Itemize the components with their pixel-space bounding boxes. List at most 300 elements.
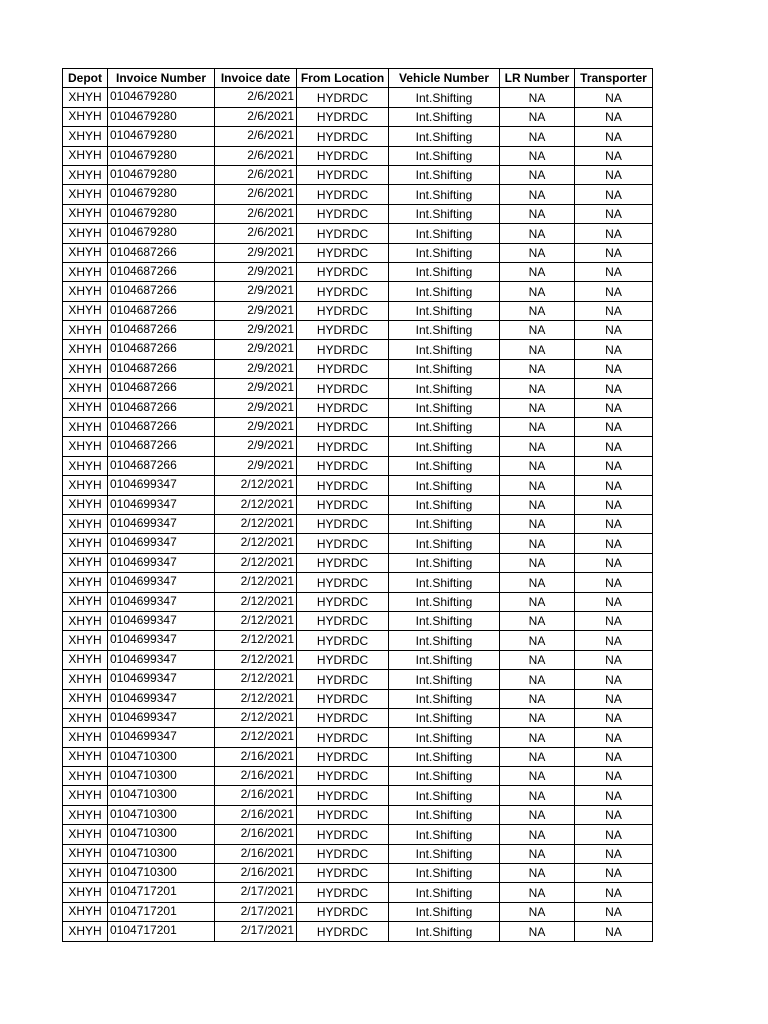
table-row [63,534,653,553]
lr-number-cell: NA [500,456,575,475]
invoice-number-cell: 0104687266 [108,418,215,437]
invoice-date-cell: 2/12/2021 [215,514,297,533]
lr-number-cell: NA [500,902,575,921]
invoice-date-cell: 2/9/2021 [215,379,297,398]
invoice-number-cell: 0104699347 [108,689,215,708]
col-header-lr-number: LR Number [500,69,575,88]
invoice-number-cell: 0104699347 [108,592,215,611]
vehicle-number-cell: Int.Shifting [389,805,500,824]
transporter-cell: NA [575,728,653,747]
from-location-cell: HYDRDC [297,321,389,340]
invoice-number-cell: 0104699347 [108,514,215,533]
transporter-cell: NA [575,243,653,262]
lr-number-cell: NA [500,282,575,301]
from-location-cell: HYDRDC [297,359,389,378]
vehicle-number-cell: Int.Shifting [389,728,500,747]
depot-cell: XHYH [63,611,108,630]
from-location-cell: HYDRDC [297,418,389,437]
from-location-cell: HYDRDC [297,204,389,223]
lr-number-cell: NA [500,767,575,786]
vehicle-number-cell: Int.Shifting [389,224,500,243]
invoice-date-cell: 2/12/2021 [215,631,297,650]
depot-cell: XHYH [63,573,108,592]
from-location-cell: HYDRDC [297,534,389,553]
table-row [63,185,653,204]
depot-cell: XHYH [63,495,108,514]
invoice-number-cell: 0104679280 [108,185,215,204]
transporter-cell: NA [575,301,653,320]
col-header-from-location: From Location [297,69,389,88]
invoice-number-cell: 0104679280 [108,127,215,146]
depot-cell: XHYH [63,825,108,844]
invoice-date-cell: 2/9/2021 [215,456,297,475]
depot-cell: XHYH [63,107,108,126]
transporter-cell: NA [575,88,653,107]
depot-cell: XHYH [63,864,108,883]
lr-number-cell: NA [500,243,575,262]
depot-cell: XHYH [63,418,108,437]
invoice-date-cell: 2/9/2021 [215,262,297,281]
vehicle-number-cell: Int.Shifting [389,359,500,378]
transporter-cell: NA [575,825,653,844]
depot-cell: XHYH [63,224,108,243]
transporter-cell: NA [575,883,653,902]
lr-number-cell: NA [500,747,575,766]
invoice-number-cell: 0104687266 [108,398,215,417]
vehicle-number-cell: Int.Shifting [389,747,500,766]
transporter-cell: NA [575,476,653,495]
depot-cell: XHYH [63,747,108,766]
invoice-number-cell: 0104699347 [108,534,215,553]
invoice-number-cell: 0104710300 [108,825,215,844]
invoice-number-cell: 0104687266 [108,437,215,456]
vehicle-number-cell: Int.Shifting [389,456,500,475]
invoice-date-cell: 2/16/2021 [215,747,297,766]
from-location-cell: HYDRDC [297,902,389,921]
vehicle-number-cell: Int.Shifting [389,708,500,727]
vehicle-number-cell: Int.Shifting [389,107,500,126]
invoice-date-cell: 2/9/2021 [215,398,297,417]
vehicle-number-cell: Int.Shifting [389,786,500,805]
transporter-cell: NA [575,359,653,378]
table-row [63,825,653,844]
lr-number-cell: NA [500,204,575,223]
table-row [63,864,653,883]
transporter-cell: NA [575,689,653,708]
lr-number-cell: NA [500,708,575,727]
table-row [63,340,653,359]
table-row [63,922,653,941]
invoice-date-cell: 2/16/2021 [215,844,297,863]
invoice-number-cell: 0104687266 [108,379,215,398]
from-location-cell: HYDRDC [297,146,389,165]
invoice-date-cell: 2/17/2021 [215,922,297,941]
invoice-date-cell: 2/9/2021 [215,340,297,359]
table-row [63,902,653,921]
col-header-invoice-date: Invoice date [215,69,297,88]
table-row [63,805,653,824]
lr-number-cell: NA [500,553,575,572]
table-row [63,379,653,398]
invoice-date-cell: 2/6/2021 [215,107,297,126]
transporter-cell: NA [575,844,653,863]
transporter-cell: NA [575,185,653,204]
vehicle-number-cell: Int.Shifting [389,631,500,650]
transporter-cell: NA [575,631,653,650]
vehicle-number-cell: Int.Shifting [389,185,500,204]
depot-cell: XHYH [63,204,108,223]
from-location-cell: HYDRDC [297,456,389,475]
invoice-number-cell: 0104710300 [108,786,215,805]
transporter-cell: NA [575,204,653,223]
lr-number-cell: NA [500,670,575,689]
lr-number-cell: NA [500,107,575,126]
from-location-cell: HYDRDC [297,573,389,592]
invoice-date-cell: 2/12/2021 [215,611,297,630]
invoice-date-cell: 2/16/2021 [215,767,297,786]
transporter-cell: NA [575,902,653,921]
lr-number-cell: NA [500,398,575,417]
invoice-date-cell: 2/16/2021 [215,864,297,883]
transporter-cell: NA [575,340,653,359]
transporter-cell: NA [575,650,653,669]
invoice-number-cell: 0104687266 [108,340,215,359]
from-location-cell: HYDRDC [297,107,389,126]
invoice-number-cell: 0104710300 [108,844,215,863]
invoice-number-cell: 0104699347 [108,495,215,514]
from-location-cell: HYDRDC [297,728,389,747]
transporter-cell: NA [575,437,653,456]
transporter-cell: NA [575,398,653,417]
invoice-number-cell: 0104699347 [108,611,215,630]
lr-number-cell: NA [500,883,575,902]
invoice-date-cell: 2/16/2021 [215,805,297,824]
depot-cell: XHYH [63,262,108,281]
table-row [63,107,653,126]
col-header-transporter: Transporter [575,69,653,88]
lr-number-cell: NA [500,611,575,630]
lr-number-cell: NA [500,922,575,941]
invoice-date-cell: 2/6/2021 [215,204,297,223]
depot-cell: XHYH [63,670,108,689]
lr-number-cell: NA [500,476,575,495]
vehicle-number-cell: Int.Shifting [389,418,500,437]
transporter-cell: NA [575,611,653,630]
transporter-cell: NA [575,514,653,533]
from-location-cell: HYDRDC [297,786,389,805]
lr-number-cell: NA [500,340,575,359]
invoice-date-cell: 2/12/2021 [215,650,297,669]
invoice-number-cell: 0104687266 [108,359,215,378]
from-location-cell: HYDRDC [297,476,389,495]
transporter-cell: NA [575,262,653,281]
vehicle-number-cell: Int.Shifting [389,127,500,146]
transporter-cell: NA [575,321,653,340]
lr-number-cell: NA [500,321,575,340]
invoice-date-cell: 2/9/2021 [215,321,297,340]
lr-number-cell: NA [500,495,575,514]
vehicle-number-cell: Int.Shifting [389,146,500,165]
transporter-cell: NA [575,805,653,824]
table-row [63,146,653,165]
transporter-cell: NA [575,767,653,786]
from-location-cell: HYDRDC [297,553,389,572]
depot-cell: XHYH [63,689,108,708]
lr-number-cell: NA [500,805,575,824]
transporter-cell: NA [575,922,653,941]
lr-number-cell: NA [500,786,575,805]
lr-number-cell: NA [500,262,575,281]
table-body [63,88,653,941]
depot-cell: XHYH [63,456,108,475]
from-location-cell: HYDRDC [297,88,389,107]
depot-cell: XHYH [63,728,108,747]
transporter-cell: NA [575,553,653,572]
from-location-cell: HYDRDC [297,495,389,514]
depot-cell: XHYH [63,922,108,941]
invoice-date-cell: 2/9/2021 [215,282,297,301]
depot-cell: XHYH [63,398,108,417]
lr-number-cell: NA [500,514,575,533]
transporter-cell: NA [575,282,653,301]
from-location-cell: HYDRDC [297,243,389,262]
from-location-cell: HYDRDC [297,883,389,902]
invoice-number-cell: 0104687266 [108,321,215,340]
invoice-date-cell: 2/6/2021 [215,146,297,165]
table-row [63,611,653,630]
invoice-date-cell: 2/12/2021 [215,573,297,592]
vehicle-number-cell: Int.Shifting [389,767,500,786]
lr-number-cell: NA [500,379,575,398]
lr-number-cell: NA [500,224,575,243]
transporter-cell: NA [575,708,653,727]
invoice-number-cell: 0104679280 [108,224,215,243]
depot-cell: XHYH [63,534,108,553]
from-location-cell: HYDRDC [297,224,389,243]
from-location-cell: HYDRDC [297,185,389,204]
vehicle-number-cell: Int.Shifting [389,165,500,184]
lr-number-cell: NA [500,185,575,204]
invoice-number-cell: 0104699347 [108,728,215,747]
table-row [63,88,653,107]
invoice-number-cell: 0104710300 [108,864,215,883]
invoice-number-cell: 0104699347 [108,573,215,592]
table-row [63,650,653,669]
vehicle-number-cell: Int.Shifting [389,495,500,514]
invoice-date-cell: 2/6/2021 [215,165,297,184]
invoice-number-cell: 0104699347 [108,476,215,495]
from-location-cell: HYDRDC [297,165,389,184]
lr-number-cell: NA [500,631,575,650]
vehicle-number-cell: Int.Shifting [389,204,500,223]
depot-cell: XHYH [63,88,108,107]
depot-cell: XHYH [63,883,108,902]
table-row [63,553,653,572]
invoice-date-cell: 2/12/2021 [215,728,297,747]
invoice-number-cell: 0104699347 [108,650,215,669]
invoice-date-cell: 2/16/2021 [215,825,297,844]
lr-number-cell: NA [500,534,575,553]
depot-cell: XHYH [63,243,108,262]
table-row [63,844,653,863]
invoice-date-cell: 2/6/2021 [215,88,297,107]
table-row [63,262,653,281]
vehicle-number-cell: Int.Shifting [389,321,500,340]
lr-number-cell: NA [500,88,575,107]
table-row [63,786,653,805]
invoice-number-cell: 0104679280 [108,204,215,223]
depot-cell: XHYH [63,514,108,533]
table-row [63,418,653,437]
depot-cell: XHYH [63,127,108,146]
invoice-date-cell: 2/17/2021 [215,902,297,921]
from-location-cell: HYDRDC [297,437,389,456]
vehicle-number-cell: Int.Shifting [389,534,500,553]
table-row [63,165,653,184]
invoice-number-cell: 0104687266 [108,262,215,281]
invoice-date-cell: 2/9/2021 [215,301,297,320]
invoice-date-cell: 2/12/2021 [215,495,297,514]
from-location-cell: HYDRDC [297,825,389,844]
table-row [63,398,653,417]
depot-cell: XHYH [63,902,108,921]
table-row [63,747,653,766]
lr-number-cell: NA [500,844,575,863]
lr-number-cell: NA [500,592,575,611]
vehicle-number-cell: Int.Shifting [389,883,500,902]
depot-cell: XHYH [63,437,108,456]
lr-number-cell: NA [500,650,575,669]
transporter-cell: NA [575,592,653,611]
table-row [63,767,653,786]
transporter-cell: NA [575,534,653,553]
depot-cell: XHYH [63,340,108,359]
transporter-cell: NA [575,127,653,146]
from-location-cell: HYDRDC [297,631,389,650]
transporter-cell: NA [575,864,653,883]
transporter-cell: NA [575,670,653,689]
lr-number-cell: NA [500,437,575,456]
invoice-date-cell: 2/6/2021 [215,127,297,146]
depot-cell: XHYH [63,592,108,611]
table-row [63,321,653,340]
invoice-date-cell: 2/12/2021 [215,553,297,572]
invoice-number-cell: 0104710300 [108,747,215,766]
table-row [63,476,653,495]
invoice-date-cell: 2/12/2021 [215,689,297,708]
lr-number-cell: NA [500,127,575,146]
table-row [63,592,653,611]
invoice-date-cell: 2/9/2021 [215,418,297,437]
vehicle-number-cell: Int.Shifting [389,573,500,592]
invoice-number-cell: 0104679280 [108,146,215,165]
lr-number-cell: NA [500,146,575,165]
invoice-date-cell: 2/12/2021 [215,708,297,727]
transporter-cell: NA [575,786,653,805]
table-row [63,437,653,456]
invoice-table [62,68,653,942]
from-location-cell: HYDRDC [297,282,389,301]
invoice-number-cell: 0104699347 [108,631,215,650]
table-row [63,127,653,146]
vehicle-number-cell: Int.Shifting [389,88,500,107]
depot-cell: XHYH [63,553,108,572]
from-location-cell: HYDRDC [297,340,389,359]
invoice-number-cell: 0104679280 [108,165,215,184]
transporter-cell: NA [575,107,653,126]
from-location-cell: HYDRDC [297,747,389,766]
depot-cell: XHYH [63,185,108,204]
invoice-number-cell: 0104717201 [108,883,215,902]
invoice-number-cell: 0104717201 [108,902,215,921]
from-location-cell: HYDRDC [297,767,389,786]
transporter-cell: NA [575,495,653,514]
header-row [63,69,653,88]
table-row [63,301,653,320]
vehicle-number-cell: Int.Shifting [389,379,500,398]
transporter-cell: NA [575,379,653,398]
from-location-cell: HYDRDC [297,592,389,611]
depot-cell: XHYH [63,321,108,340]
from-location-cell: HYDRDC [297,844,389,863]
vehicle-number-cell: Int.Shifting [389,670,500,689]
depot-cell: XHYH [63,786,108,805]
col-header-vehicle-number: Vehicle Number [389,69,500,88]
transporter-cell: NA [575,146,653,165]
vehicle-number-cell: Int.Shifting [389,922,500,941]
invoice-date-cell: 2/6/2021 [215,224,297,243]
depot-cell: XHYH [63,650,108,669]
lr-number-cell: NA [500,359,575,378]
from-location-cell: HYDRDC [297,650,389,669]
vehicle-number-cell: Int.Shifting [389,282,500,301]
from-location-cell: HYDRDC [297,398,389,417]
invoice-date-cell: 2/9/2021 [215,359,297,378]
table-row [63,456,653,475]
invoice-number-cell: 0104687266 [108,243,215,262]
lr-number-cell: NA [500,689,575,708]
col-header-depot: Depot [63,69,108,88]
invoice-number-cell: 0104687266 [108,282,215,301]
lr-number-cell: NA [500,728,575,747]
transporter-cell: NA [575,747,653,766]
invoice-date-cell: 2/9/2021 [215,243,297,262]
invoice-date-cell: 2/16/2021 [215,786,297,805]
depot-cell: XHYH [63,767,108,786]
from-location-cell: HYDRDC [297,514,389,533]
from-location-cell: HYDRDC [297,805,389,824]
vehicle-number-cell: Int.Shifting [389,864,500,883]
lr-number-cell: NA [500,864,575,883]
invoice-number-cell: 0104710300 [108,805,215,824]
invoice-date-cell: 2/12/2021 [215,670,297,689]
vehicle-number-cell: Int.Shifting [389,476,500,495]
depot-cell: XHYH [63,146,108,165]
from-location-cell: HYDRDC [297,127,389,146]
table-row [63,670,653,689]
transporter-cell: NA [575,456,653,475]
transporter-cell: NA [575,418,653,437]
table-row [63,282,653,301]
vehicle-number-cell: Int.Shifting [389,243,500,262]
depot-cell: XHYH [63,805,108,824]
vehicle-number-cell: Int.Shifting [389,844,500,863]
lr-number-cell: NA [500,165,575,184]
depot-cell: XHYH [63,359,108,378]
transporter-cell: NA [575,224,653,243]
table-row [63,689,653,708]
from-location-cell: HYDRDC [297,689,389,708]
